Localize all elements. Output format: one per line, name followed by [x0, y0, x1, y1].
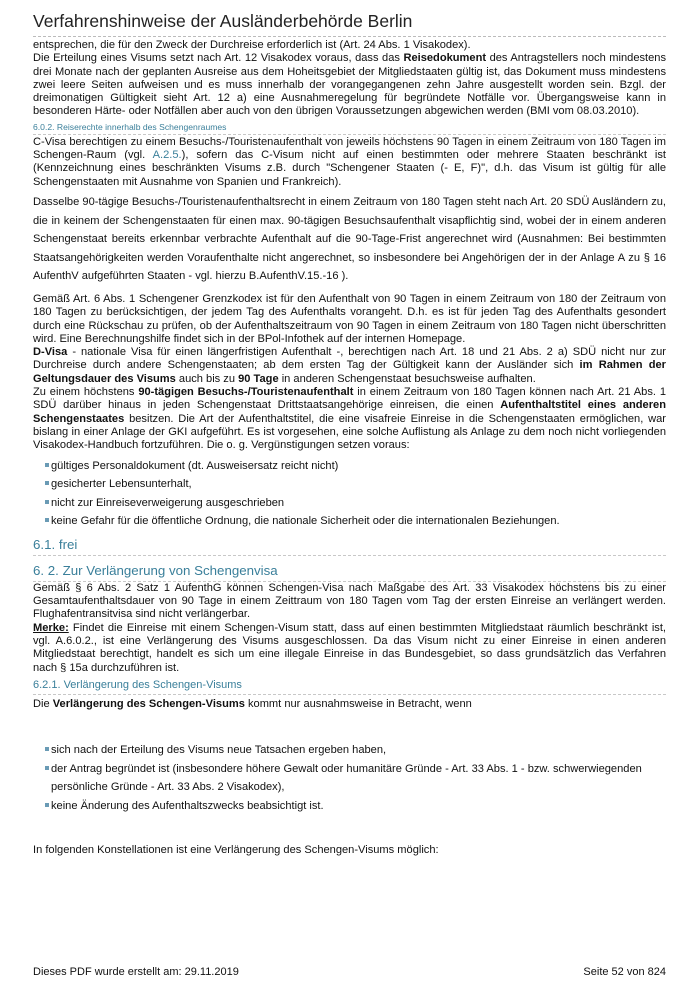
footer-page-number: Seite 52 von 824 — [583, 966, 666, 978]
bullet-icon — [45, 747, 49, 751]
paragraph-verlaengerung: Gemäß § 6 Abs. 2 Satz 1 AufenthG können Schengen-Visa nach Maßgabe des Art. 33 Visakodex höchstens bis zu einer Gesamtaufenthaltsdauer von 90 Tage in einem Zeittraum von 180 Tagen vom Tag der ersten Einreise an verlängert werden. Flughafentransitvisa sind nicht verlängerbar. — [33, 581, 666, 621]
list-item: der Antrag begründet ist (insbesondere höhere Gewalt oder humanitäre Gründe - Art. 33 Abs. 1 - bzw. schwerwiegenden persönliche Gründe - Art. 33 Abs. 2 Visakodex), — [45, 760, 666, 797]
list-item: gesicherter Lebensunterhalt, — [45, 475, 666, 494]
list-item: sich nach der Erteilung des Visums neue Tatsachen ergeben haben, — [45, 741, 666, 760]
list-item: gültiges Personaldokument (dt. Ausweisersatz reicht nicht) — [45, 457, 666, 476]
bullet-icon — [45, 518, 49, 522]
section-heading-6-2: 6. 2. Zur Verlängerung von Schengenvisa — [33, 562, 666, 582]
paragraph-sdue: Dasselbe 90-tägige Besuchs-/Touristenaufenthaltsrecht in einem Zeitraum von 180 Tagen steht nach Art. 20 SDÜ Ausländern zu, die in keinem der Schengenstaaten für einen max. 90-tägigen Besuchsaufenthalt visapflichtig sind, wobei der in einem anderen Schengenstaat bereits erkennbar verbrachte Aufenthalt auf die 90-Tage-Frist angerechnet wird (Ausnahmen: Bei bestimmten Staatsangehörigkeiten werden Voraufenthalte nicht angerechnet, so insbesondere bei Angehörigen der in der Anlage A zu § 16 AufenthV aufgeführten Staaten - vgl. hierzu B.AufenthV.15.-16 ). — [33, 195, 666, 283]
section-heading-6-0-2: 6.0.2. Reiserechte innerhalb des Schengenraumes — [33, 120, 666, 135]
section-heading-6-2-1: 6.2.1. Verlängerung des Schengen-Visums — [33, 676, 666, 695]
bullet-icon — [45, 500, 49, 504]
paragraph: entsprechen, die für den Zweck der Durchreise erforderlich ist (Art. 24 Abs. 1 Visakodex). — [33, 39, 471, 51]
paragraph-d-visa: D-Visa - nationale Visa für einen längerfristigen Aufenthalt -, berechtigen nach Art. 18 und 21 Abs. 2 a) SDÜ nicht nur zur Durchreise durch andere Schengenstaaten; ab dem ersten Tag der Gültigkeit kann der Ausländer sich im Rahmen der Geltungsdauer des Visums auch bis zu 90 Tage in anderen Schengenstaat besuchsweise aufhalten. — [33, 346, 666, 385]
bullet-icon — [45, 463, 49, 467]
page-footer — [33, 966, 666, 979]
paragraph-konstellationen: In folgenden Konstellationen ist eine Verlängerung des Schengen-Visums möglich: — [33, 843, 439, 856]
conditions-list — [33, 741, 666, 815]
paragraph-merke: Merke: Findet die Einreise mit einem Schengen-Visum statt, dass auf einen bestimmten Mitgliedstaat räumlich beschränkt ist, vgl. A.6.0.2., ist eine Verlängerung des Visums ausgeschlossen. Da das Visum nicht zu einer Einreise in einen anderen Mitgliedstaat berechtigt, handelt es sich um eine illegale Einreise in das Bundesgebiet, so dass grundsätzlich das Verfahren nach § 15a durchzuführen ist. — [33, 621, 666, 674]
document-page — [33, 10, 666, 857]
paragraph-reisedokument: Die Erteilung eines Visums setzt nach Art. 12 Visakodex voraus, dass das Reisedokument des Antragstellers noch mindestens drei Monate nach der geplanten Ausreise aus dem Hoheitsgebiet der Mitgliedstaaten gültig ist, das Dokument muss mindestens zwei leere Seiten aufweisen und es muss innerhalb der vorangegangenen zehn Jahre ausgestellt worden sein. Bzgl. der dreimonatigen Gültigkeit sieht Art. 12 a) eine Ausnahmeregelung für begründete Notfälle vor. Übergangsweise kann in besonderen Härte- oder Notfällen aber auch von den übrigen Voraussetzungen abgewichen werden (BMI vom 08.03.2010). — [33, 52, 667, 118]
list-item: nicht zur Einreiseverweigerung ausgeschrieben — [45, 494, 666, 513]
bullet-icon — [45, 766, 49, 770]
page-title: Verfahrenshinweise der Ausländerbehörde Berlin — [33, 10, 666, 37]
footer-created-date: Dieses PDF wurde erstellt am: 29.11.2019 — [33, 966, 239, 978]
link-a-2-5[interactable]: A.2.5. — [152, 149, 182, 162]
paragraph-grenzkodex: Gemäß Art. 6 Abs. 1 Schengener Grenzkodex ist für den Aufenthalt von 90 Tagen in einem Zeitraum von 180 der Zeitraum von 180 Tagen zu berücksichtigen, der jedem Tag des Aufenthalts vorangeht. D.h. es ist für jeden Tag des Aufenthalts gesondert durch eine Rückschau zu prüfen, ob der Aufenthaltszeitraum von 90 Tagen in einem Zeitraum von 180 Tagen nicht überschritten wird. Eine Berechnungshilfe findet sich in der BPol-Infothek auf der internen Homepage. — [33, 292, 666, 345]
section-heading-6-1: 6.1. frei — [33, 536, 666, 556]
list-item: keine Änderung des Aufenthaltszwecks beabsichtigt ist. — [45, 797, 666, 816]
list-item: keine Gefahr für die öffentliche Ordnung, die nationale Sicherheit oder die internationalen Beziehungen. — [45, 512, 666, 531]
paragraph-c-visa: C-Visa berechtigen zu einem Besuchs-/Touristenaufenthalt von jeweils höchstens 90 Tagen in einem Zeitraum von 180 Tagen im Schengen-Raum (vgl. A.2.5.), sofern das C-Visum nicht auf einen bestimmten oder mehrere Staaten beschränkt ist (Kennzeichnung eines beschränkten Visums z.B. durch "Schengener Staaten (- E, F)", d.h. das Visum ist gültig für alle Schengenstaaten mit Ausnahme von Spanien und Frankreich). — [33, 135, 667, 188]
bullet-icon — [45, 803, 49, 807]
requirements-list — [33, 457, 666, 531]
bullet-icon — [45, 481, 49, 485]
paragraph-aufenthaltstitel: Zu einem höchstens 90-tägigen Besuchs-/Touristenaufenthalt in einem Zeitraum von 180 Tagen können nach Art. 21 Abs. 1 SDÜ darüber hinaus in jeden Schengenstaat Drittstaatsangehörige einreisen, die einen Aufenthaltstitel eines anderen Schengenstaates besitzen. Die Art der Aufenthaltstitel, die eine visafreie Einreise in die Schengenstaaten ermöglichen, war bislang in einer Anlage der GKI aufgeführt. Es ist vorgesehen, eine solche Auflistung als Anlage zu dem noch nicht vorliegenden Visakodex-Handbuch fortzuführen. Die o. g. Vergünstigungen setzen voraus: — [33, 386, 667, 452]
paragraph-ausnahme: Die Verlängerung des Schengen-Visums kommt nur ausnahmsweise in Betracht, wenn — [33, 697, 472, 710]
